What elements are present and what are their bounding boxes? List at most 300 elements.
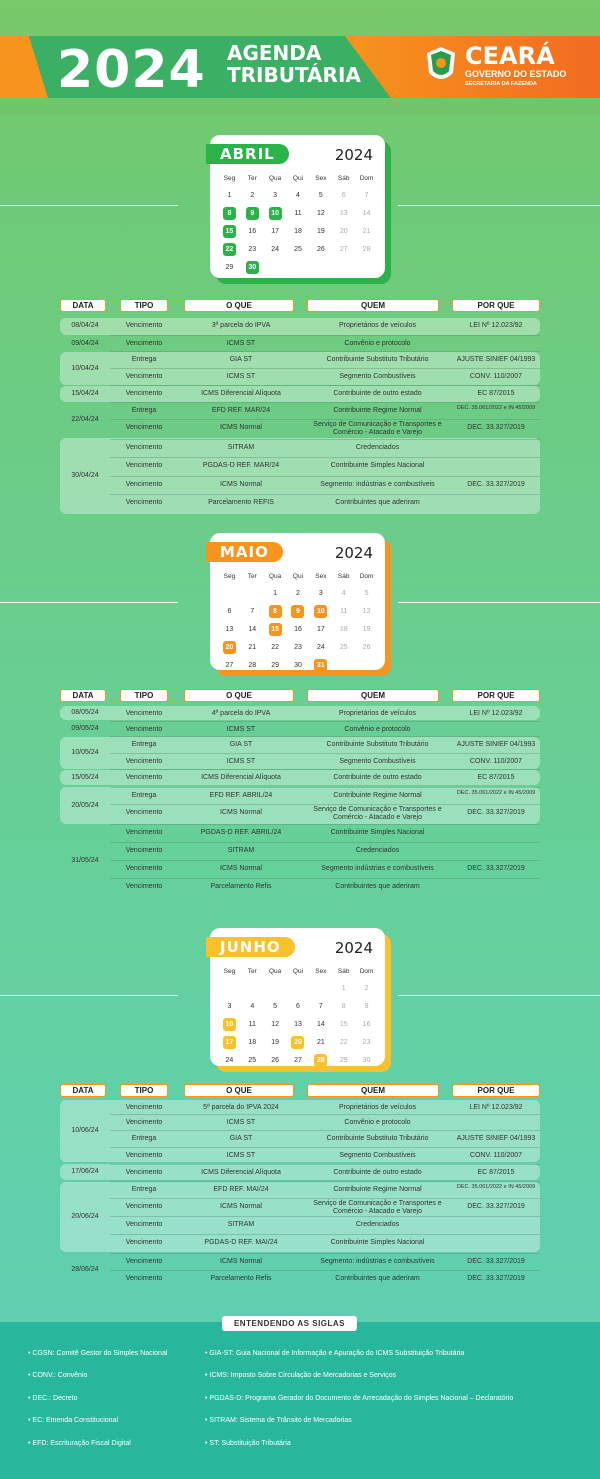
calendar-day: 8 [341,1003,346,1010]
tipo-cell: Vencimento [125,1104,163,1111]
porque-cell [452,1217,540,1233]
column-header-tipo: TIPO [120,689,168,702]
tipo-cell: Vencimento [125,829,163,836]
porque-cell: CONV. 110/2007 [469,758,523,765]
oque-cell: ICMS ST [226,1119,256,1126]
quem-cell: Segmento: indústrias e combustíveis [320,481,435,488]
table-row [60,318,540,334]
date-cell: 17/06/24 [71,1168,99,1175]
calendar-day: 19 [316,228,325,235]
date-cell: 15/05/24 [71,774,99,781]
tipo-cell: Vencimento [125,1152,163,1159]
calendar-day: 22 [339,1039,348,1046]
weekday-label: Seg [223,175,236,182]
divider-line [398,995,600,996]
tipo-cell: Entrega [131,741,157,748]
calendar-day: 27 [294,1057,302,1064]
porque-cell: DEC. 35.061/2022 e IN 45/2009 [456,404,536,411]
calendar-day: 4 [341,590,346,597]
row-separator [110,402,540,403]
tipo-cell: Vencimento [125,444,163,451]
column-header-quem: QUEM [307,689,439,702]
calendar-day-highlighted: 10 [264,207,287,221]
weekday-label: Sáb [337,968,350,975]
date-cell: 09/04/24 [71,340,99,347]
table-row [60,495,540,511]
porque-cell: EC 87/2015 [477,774,515,781]
calendar-day-highlighted: 22 [218,243,241,257]
quem-cell: Convênio e protocolo [344,340,411,347]
table-row [60,737,540,753]
quem-cell: Contribuintes que aderiram [335,499,420,506]
table-row [60,706,540,722]
calendar-month-label: JUNHO [206,937,295,957]
porque-cell [452,879,540,895]
porque-cell: DEC. 33.327/2019 [467,1275,525,1282]
calendar-day: 7 [250,608,255,615]
quem-cell: Contribuinte de outro estado [333,1169,422,1176]
quem-cell: Contribuinte de outro estado [333,390,422,397]
calendar-empty-cell [287,982,310,996]
oque-cell: SITRAM [227,1221,255,1228]
tipo-cell: Vencimento [125,883,163,890]
calendar-day: 13 [294,1021,302,1028]
weekday-label: Qua [268,175,282,182]
row-separator [110,769,540,770]
calendar-day: 3 [273,192,278,199]
table-row [60,386,540,402]
calendar-day-highlighted: 10 [218,1018,241,1032]
calendar-empty-cell [218,587,241,601]
table-row [60,352,540,368]
date-cell: 30/04/24 [71,472,99,479]
weekday-label: Ter [247,573,257,580]
table-row [60,477,540,493]
weekday-label: Dom [359,175,374,182]
quem-cell: Proprietários de veículos [338,1104,417,1111]
tipo-cell: Vencimento [125,847,163,854]
weekday-label: Sáb [337,175,350,182]
date-cell: 20/06/24 [71,1213,99,1220]
calendar-day: 9 [364,1003,369,1010]
date-cell: 20/05/24 [71,802,99,809]
row-separator [110,842,540,843]
calendar-year: 2024 [334,146,373,164]
calendar-day: 21 [316,1039,325,1046]
calendar-day: 5 [318,192,323,199]
table-row [60,754,540,770]
calendar-day-highlighted: 9 [241,207,264,221]
porque-cell: DEC. 35.061/2022 e IN 45/2009 [456,789,536,796]
date-cell: 22/04/24 [71,416,99,423]
column-header-tipo: TIPO [120,1084,168,1097]
calendar-day: 24 [316,644,325,651]
column-header-porque: POR QUE [452,1084,540,1097]
calendar-day: 17 [316,626,325,633]
calendar-day: 27 [225,662,234,669]
quem-cell: Convênio e protocolo [344,1119,411,1126]
oque-cell: Parcelamento REFIS [208,499,274,506]
calendar-day-highlighted: 8 [218,207,241,221]
quem-cell: Contribuintes que aderiram [335,883,420,890]
column-header-quem: QUEM [307,299,439,312]
tipo-cell: Entrega [131,1186,157,1193]
table-header-may [60,689,540,702]
oque-cell: ICMS ST [226,758,256,765]
calendar-april [210,135,385,278]
calendar-day-highlighted: 20 [287,1036,310,1050]
legend-item: • EFD: Escrituração Fiscal Digital [28,1440,131,1447]
brand-name: CEARÁ [465,42,555,70]
oque-cell: EFD REF. ABRIL/24 [209,792,273,799]
table-row [60,440,540,456]
table-row [60,788,540,804]
calendar-day: 26 [362,644,371,651]
porque-cell: AJUSTE SINIEF 04/1993 [456,356,536,363]
tipo-cell: Vencimento [125,481,163,488]
table-may [60,706,540,896]
calendar-day: 18 [339,626,348,633]
porque-cell [452,458,540,474]
header-title-line1: AGENDA [227,41,322,65]
tipo-cell: Vencimento [125,1119,163,1126]
calendar-day: 23 [362,1039,371,1046]
row-separator [110,1130,540,1131]
calendar-day: 19 [271,1039,280,1046]
table-row [60,1254,540,1270]
column-header-tipo: TIPO [120,299,168,312]
quem-cell: Serviço de Comunicação e Transportes e Comércio - Atacado e Varejo [313,1200,442,1215]
quem-cell: Serviço de Comunicação e Transportes e Comércio - Atacado e Varejo [313,806,442,821]
calendar-day: 5 [364,590,369,597]
date-cell: 31/05/24 [71,857,99,864]
oque-cell: ICMS Diferencial Alíquota [201,774,281,781]
oque-cell: SITRAM [227,444,255,451]
oque-cell: ICMS Normal [219,481,262,488]
oque-cell: PGDAS-D REF. MAR/24 [202,462,280,469]
oque-cell: ICMS Normal [219,809,262,816]
header-year: 2024 [57,40,206,100]
oque-cell: PGDAS-D REF. MAI/24 [204,1239,278,1246]
calendar-year: 2024 [334,939,373,957]
oque-cell: ICMS Diferencial Alíquota [201,390,281,397]
calendar-day: 13 [225,626,234,633]
weekday-label: Dom [359,573,374,580]
table-row [60,336,540,352]
brand-subtitle: GOVERNO DO ESTADO [465,69,567,79]
row-separator [110,335,540,336]
tipo-cell: Vencimento [125,1203,163,1210]
calendar-day: 13 [339,210,348,217]
weekday-label: Seg [223,968,236,975]
date-cell: 15/04/24 [71,390,99,397]
calendar-month-label: ABRIL [206,144,289,164]
calendar-day: 1 [227,192,232,199]
porque-cell: CONV. 110/2007 [469,373,523,380]
quem-cell: Contribuinte Substituto Tributário [326,356,429,363]
calendar-day: 6 [296,1003,300,1010]
calendar-day: 21 [362,228,371,235]
oque-cell: ICMS ST [226,1152,256,1159]
calendar-day-highlighted: 15 [264,623,287,637]
weekday-label: Ter [247,968,257,975]
tipo-cell: Vencimento [125,322,163,329]
calendar-day: 24 [225,1057,234,1064]
legend-item: • PGDAS-D: Programa Gerador do Documento de Arrecadação do Simples Nacional – Declaratório [205,1395,514,1402]
legend-item: • SITRAM: Sistema de Trânsito de Mercadorias [205,1417,352,1424]
row-separator [110,368,540,369]
calendar-day: 11 [248,1021,256,1028]
column-header-quem: QUEM [307,1084,439,1097]
calendar-day: 4 [296,192,300,199]
weekday-label: Qua [268,573,282,580]
porque-cell: DEC. 33.327/2019 [467,481,525,488]
porque-cell [452,1235,540,1251]
porque-cell: CONV. 110/2007 [469,1152,523,1159]
legend-item: • CGSN: Comitê Gestor do Simples Nacional [28,1350,168,1357]
oque-cell: GIA ST [229,741,253,748]
weekday-label: Sex [315,968,327,975]
quem-cell: Segmento: indústrias e combustíveis [320,1258,435,1265]
table-row [60,1131,540,1147]
divider-line [0,205,178,206]
table-row [60,369,540,385]
calendar-grid [218,173,378,275]
quem-cell: Contribuinte Regime Normal [333,792,422,799]
column-header-porque: POR QUE [452,299,540,312]
oque-cell: ICMS Normal [219,865,262,872]
calendar-day: 14 [316,1021,325,1028]
oque-cell: ICMS Normal [219,424,262,431]
tipo-cell: Entrega [131,407,157,414]
calendar-day-highlighted: 17 [218,1036,241,1050]
calendar-day: 28 [362,246,371,253]
calendar-day: 29 [339,1057,348,1064]
calendar-day-highlighted: 15 [218,225,241,239]
weekday-label: Qui [292,968,304,975]
oque-cell: Parcelamento Refis [210,883,272,890]
row-separator [110,1253,540,1254]
table-row [60,805,540,821]
row-separator [110,385,540,386]
row-separator [110,1216,540,1217]
calendar-empty-cell [218,982,241,996]
calendar-day: 4 [250,1003,255,1010]
quem-cell: Segmento indústrias e combustíveis [321,865,434,872]
quem-cell: Contribuintes que aderiram [335,1275,420,1282]
porque-cell [452,1115,540,1131]
calendar-day: 15 [339,1021,348,1028]
calendar-day: 7 [318,1003,323,1010]
calendar-day: 30 [294,662,302,669]
tipo-cell: Vencimento [125,1275,163,1282]
oque-cell: GIA ST [229,356,253,363]
row-separator [110,1164,540,1165]
porque-cell: DEC. 35.061/2022 e IN 45/2009 [456,1183,536,1190]
oque-cell: ICMS Normal [219,1258,262,1265]
header-title-line2: TRIBUTÁRIA [227,63,361,87]
calendar-day: 17 [271,228,280,235]
quem-cell: Contribuinte Simples Nacional [330,462,425,469]
oque-cell: ICMS ST [226,373,256,380]
porque-cell: EC 87/2015 [477,390,515,397]
tipo-cell: Entrega [131,1135,157,1142]
date-cell: 09/05/24 [71,725,99,732]
divider-line [398,602,600,603]
quem-cell: Segmento Combustíveis [339,373,416,380]
tipo-cell: Vencimento [125,424,163,431]
weekday-label: Dom [359,968,374,975]
porque-cell [452,336,540,352]
calendar-month-label: MAIO [206,542,283,562]
table-row [60,403,540,419]
weekday-label: Sex [315,573,327,580]
calendar-grid [218,571,378,673]
calendar-day: 25 [248,1057,257,1064]
calendar-empty-cell [241,982,264,996]
table-row [60,1115,540,1131]
divider-line [0,602,178,603]
oque-cell: SITRAM [227,847,255,854]
oque-cell: Parcelamento Refis [210,1275,272,1282]
row-separator [110,753,540,754]
porque-cell: DEC. 33.327/2019 [467,809,525,816]
quem-cell: Segmento Combustíveis [339,1152,416,1159]
calendar-day: 25 [294,246,302,253]
oque-cell: ICMS ST [226,340,256,347]
legend-item: • DEC.: Decreto [28,1395,78,1402]
oque-cell: ICMS Diferencial Alíquota [201,1169,281,1176]
porque-cell: AJUSTE SINIEF 04/1993 [456,1135,536,1142]
date-cell: 10/06/24 [71,1127,99,1134]
table-row [60,1199,540,1215]
calendar-day: 18 [248,1039,257,1046]
oque-cell: GIA ST [229,1135,253,1142]
header-title [227,42,361,86]
calendar-day: 6 [341,192,346,199]
table-header-april [60,299,540,312]
tipo-cell: Vencimento [125,865,163,872]
calendar-day: 14 [362,210,371,217]
tipo-cell: Entrega [131,356,157,363]
table-row [60,879,540,895]
tipo-cell: Vencimento [125,774,163,781]
header [0,0,600,115]
weekday-label: Seg [223,573,236,580]
column-header-porque: POR QUE [452,689,540,702]
row-separator [110,736,540,737]
table-row [60,861,540,877]
tipo-cell: Vencimento [125,809,163,816]
row-separator [110,419,540,420]
oque-cell: 3ª parcela do IPVA [211,322,271,329]
weekday-label: Sáb [337,573,350,580]
tipo-cell: Entrega [131,792,157,799]
weekday-label: Qua [268,968,282,975]
column-header-oque: O QUE [184,1084,294,1097]
row-separator [110,1181,540,1182]
porque-cell: DEC. 33.327/2019 [467,1258,525,1265]
date-cell: 08/05/24 [71,709,99,716]
row-separator [110,351,540,352]
calendar-day: 18 [294,228,302,235]
quem-cell: Contribuinte Substituto Tributário [326,1135,429,1142]
table-row [60,770,540,786]
tipo-cell: Vencimento [125,1239,163,1246]
porque-cell: DEC. 33.327/2019 [467,865,525,872]
porque-cell: LEI Nº 12.023/92 [469,1104,523,1111]
calendar-day: 26 [271,1057,280,1064]
divider-line [398,205,600,206]
calendar-day-highlighted: 20 [218,641,241,655]
calendar-day: 1 [273,590,278,597]
row-separator [110,1114,540,1115]
tipo-cell: Vencimento [125,373,163,380]
quem-cell: Segmento Combustíveis [339,758,416,765]
table-june [60,1100,540,1286]
tipo-cell: Vencimento [125,726,163,733]
quem-cell: Credenciados [355,847,400,854]
calendar-day-highlighted: 10 [309,605,332,619]
tipo-cell: Vencimento [125,1258,163,1265]
tipo-cell: Vencimento [125,710,163,717]
calendar-day-highlighted: 28 [309,1054,332,1068]
oque-cell: PGDAS-D REF. ABRIL/24 [200,829,282,836]
porque-cell: LEI Nº 12.023/92 [469,710,523,717]
calendar-day: 11 [294,210,302,217]
quem-cell: Contribuinte Regime Normal [333,1186,422,1193]
table-row [60,458,540,474]
porque-cell [452,843,540,859]
tipo-cell: Vencimento [125,340,163,347]
calendar-day: 16 [248,228,257,235]
column-header-data: DATA [60,689,106,702]
calendar-day: 28 [248,662,257,669]
row-separator [110,494,540,495]
legend-title: ENTENDENDO AS SIGLAS [222,1316,357,1331]
calendar-day: 25 [339,644,348,651]
porque-cell: DEC. 33.327/2019 [467,1203,525,1210]
calendar-day: 14 [248,626,257,633]
quem-cell: Contribuinte de outro estado [333,774,422,781]
calendar-day: 29 [225,264,234,271]
calendar-day-highlighted: 31 [309,659,332,673]
calendar-day: 21 [248,644,257,651]
calendar-day: 5 [273,1003,278,1010]
calendar-day: 23 [294,644,302,651]
quem-cell: Serviço de Comunicação e Transportes e Comércio - Atacado e Varejo [313,421,442,436]
table-row [60,1235,540,1251]
calendar-day-highlighted: 30 [241,261,264,275]
table-row [60,1148,540,1164]
quem-cell: Proprietários de veículos [338,710,417,717]
row-separator [110,476,540,477]
calendar-day: 12 [271,1021,280,1028]
row-separator [110,787,540,788]
legend-item: • GIA-ST: Guia Nacional de Informação e Apuração do ICMS Substituição Tributária [205,1350,465,1357]
calendar-empty-cell [264,982,287,996]
legend-item: • ICMS: Imposto Sobre Circulação de Mercadorias e Serviços [205,1372,397,1379]
oque-cell: ICMS ST [226,726,256,733]
calendar-empty-cell [309,982,332,996]
calendar-may [210,533,385,670]
row-separator [110,1147,540,1148]
row-separator [110,439,540,440]
porque-cell [452,440,540,456]
tipo-cell: Vencimento [125,462,163,469]
table-row [60,420,540,436]
calendar-day: 27 [339,246,348,253]
